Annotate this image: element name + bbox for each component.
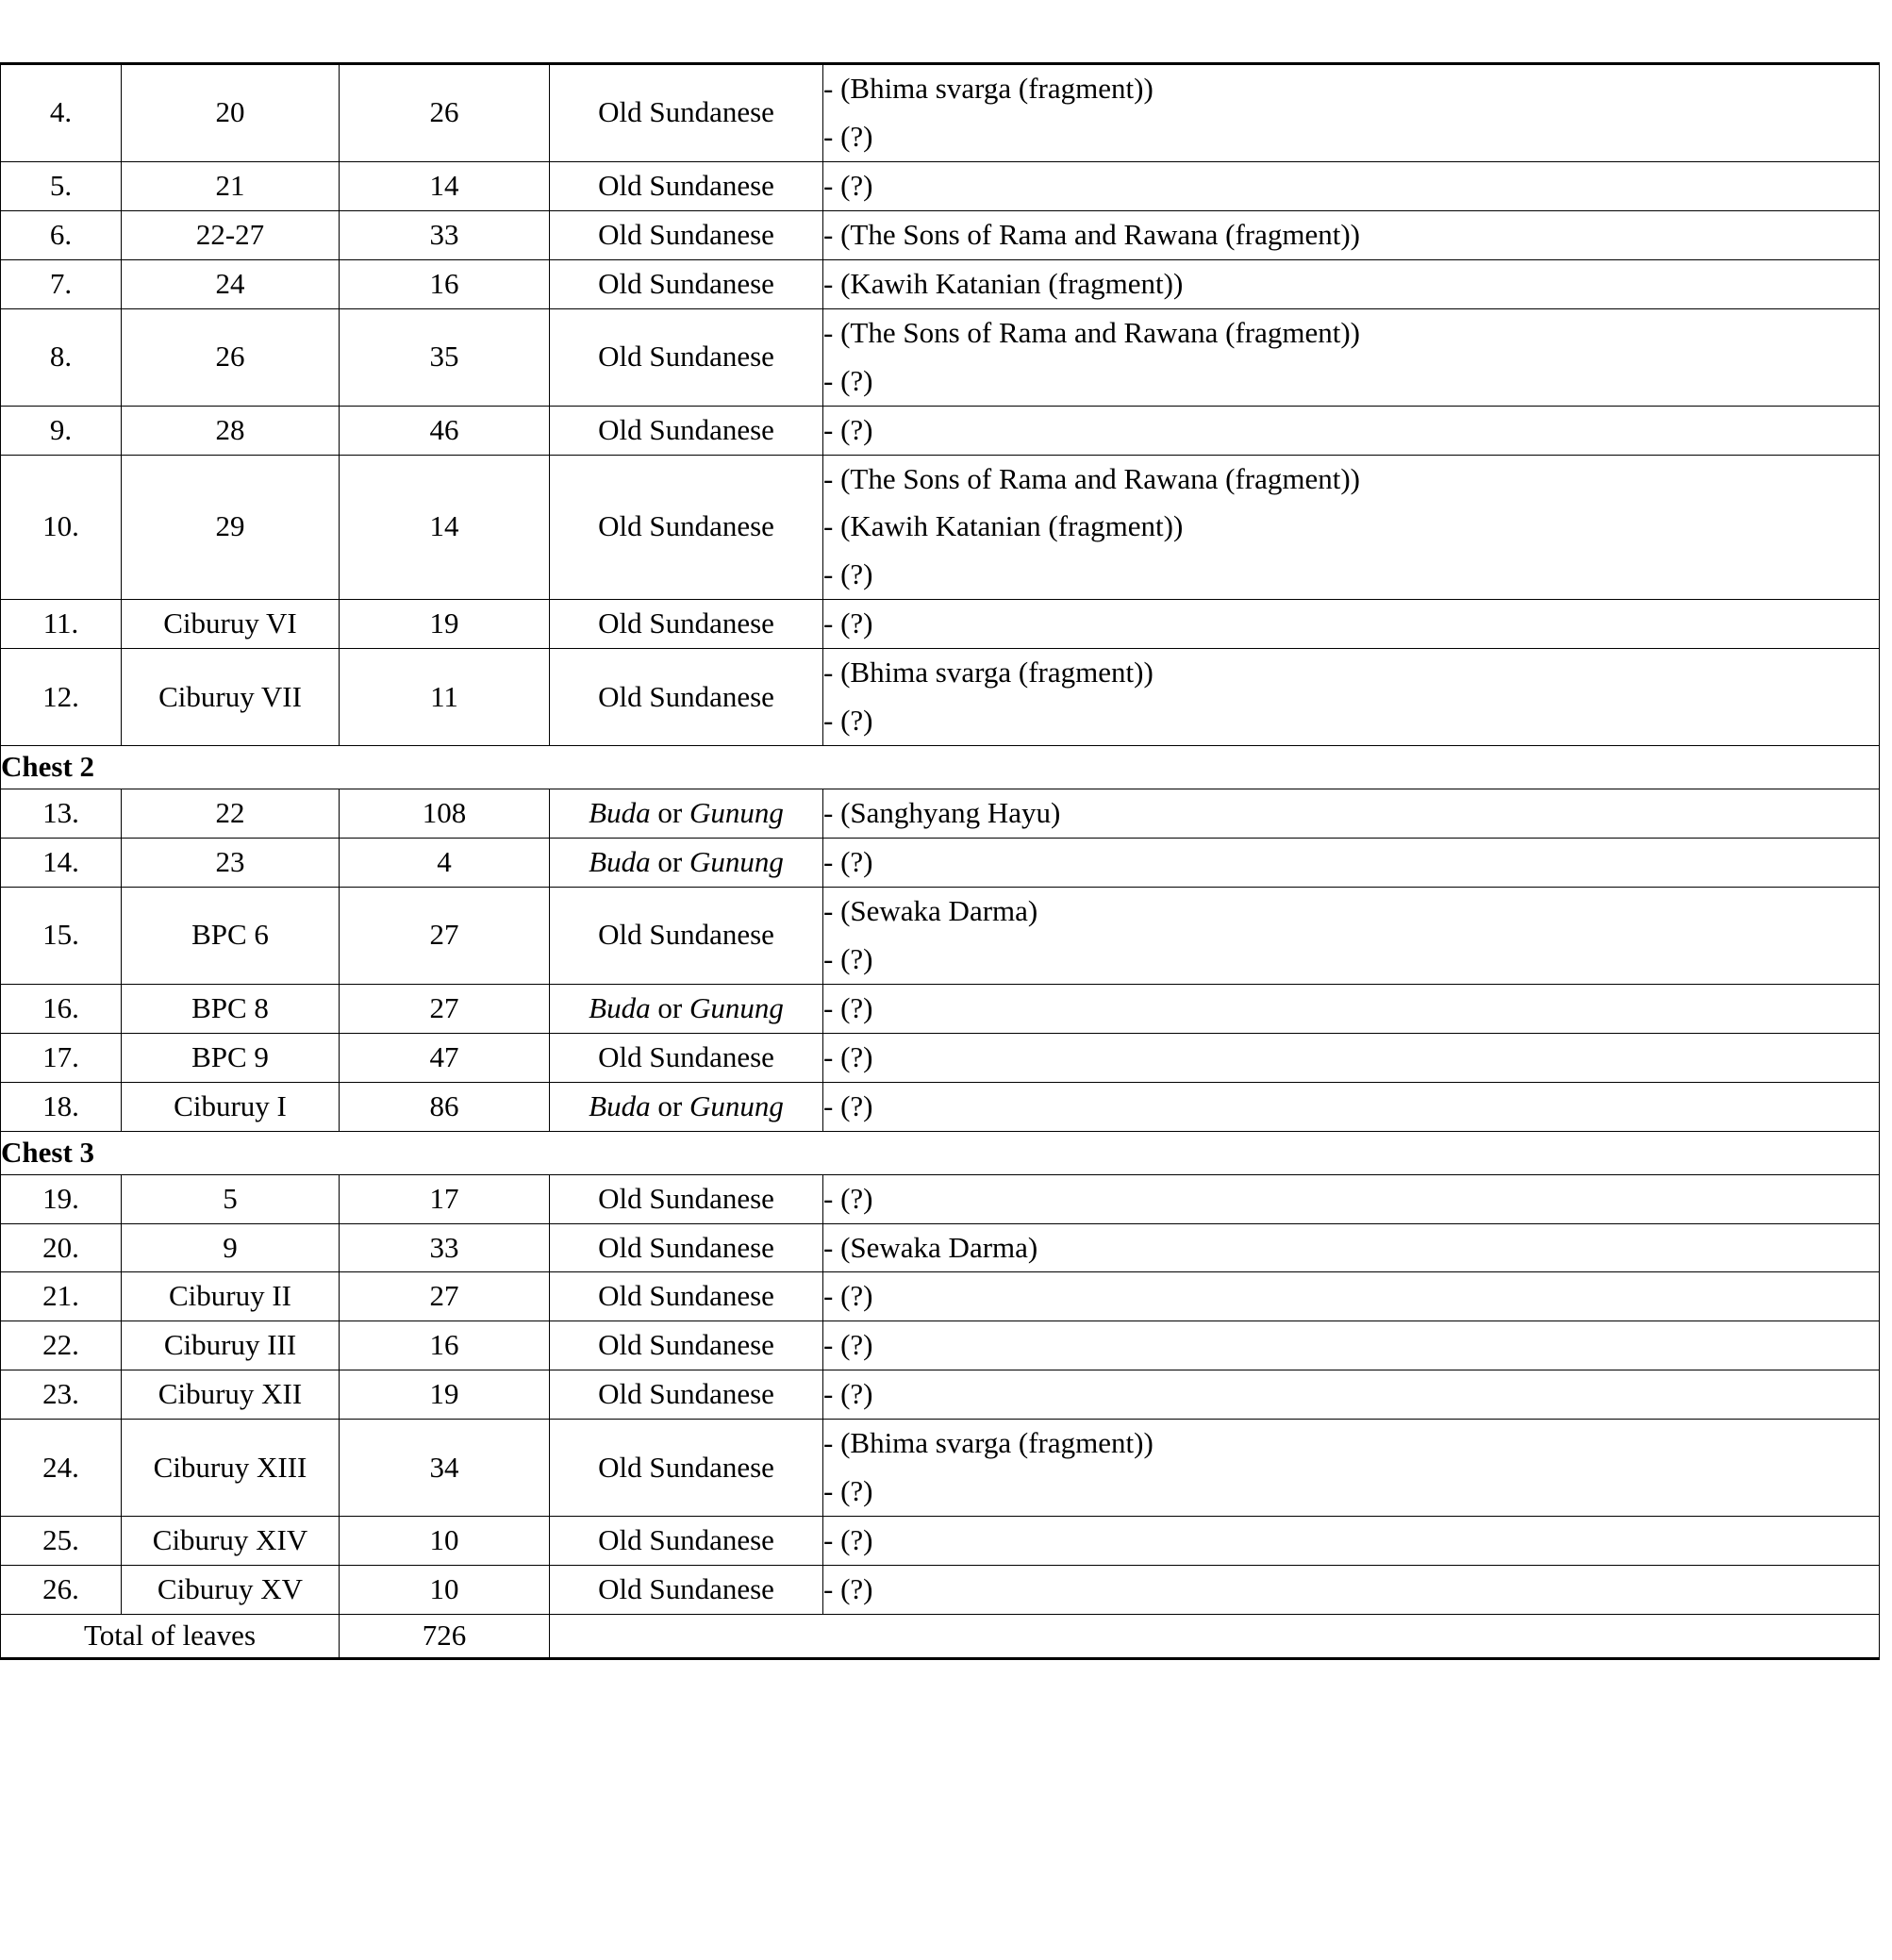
language-term: Old Sundanese — [598, 606, 774, 640]
language-term: Old Sundanese — [598, 1377, 774, 1411]
contents-cell — [823, 308, 1880, 406]
content-entry: - (?) — [823, 1088, 873, 1122]
contents-cell — [823, 1272, 1880, 1321]
contents-cell — [823, 1174, 1880, 1223]
leaf-count-cell: 35 — [340, 308, 550, 406]
row-number-cell: 20. — [1, 1223, 122, 1272]
language-term: or — [650, 1088, 689, 1122]
leaf-count-cell: 14 — [340, 455, 550, 600]
leaf-count-cell: 27 — [340, 984, 550, 1033]
language-cell — [550, 1082, 823, 1131]
language-term: Old Sundanese — [598, 217, 774, 251]
row-number-cell: 7. — [1, 259, 122, 308]
language-term-italic: Buda — [589, 1088, 651, 1122]
contents-cell — [823, 1517, 1880, 1566]
language-term: Old Sundanese — [598, 679, 774, 713]
language-term: Old Sundanese — [598, 1572, 774, 1606]
contents-cell — [823, 887, 1880, 984]
manuscript-code-cell: BPC 9 — [122, 1033, 340, 1082]
manuscript-code-cell: Ciburuy VII — [122, 649, 340, 746]
table-row — [1, 984, 1880, 1033]
table-row — [1, 1321, 1880, 1370]
row-number-cell: 16. — [1, 984, 122, 1033]
table-row — [1, 839, 1880, 888]
language-cell — [550, 161, 823, 210]
content-entry: - (Kawih Katanian (fragment)) — [823, 266, 1184, 300]
language-cell — [550, 406, 823, 455]
language-term: or — [650, 845, 689, 878]
language-cell — [550, 259, 823, 308]
language-term: Old Sundanese — [598, 340, 774, 374]
language-cell — [550, 1370, 823, 1420]
content-entry: - (?) — [823, 119, 873, 153]
row-number-cell: 6. — [1, 210, 122, 259]
row-number-cell: 21. — [1, 1272, 122, 1321]
table-row — [1, 1174, 1880, 1223]
row-number-cell: 19. — [1, 1174, 122, 1223]
row-number-cell: 10. — [1, 455, 122, 600]
leaf-count-cell: 16 — [340, 1321, 550, 1370]
row-number-cell: 4. — [1, 64, 122, 162]
leaf-count-cell: 10 — [340, 1517, 550, 1566]
language-cell — [550, 984, 823, 1033]
total-of-leaves-label: Total of leaves — [1, 1615, 340, 1659]
row-number-cell: 9. — [1, 406, 122, 455]
manuscript-code-cell: 24 — [122, 259, 340, 308]
contents-cell — [823, 64, 1880, 162]
content-entry: - (?) — [823, 1523, 873, 1557]
table-section-row — [1, 1131, 1880, 1174]
language-term: Old Sundanese — [598, 1523, 774, 1557]
contents-cell — [823, 600, 1880, 649]
content-entry: - (?) — [823, 412, 873, 446]
table-row — [1, 887, 1880, 984]
manuscript-code-cell: Ciburuy III — [122, 1321, 340, 1370]
content-entry: - (?) — [823, 168, 873, 202]
content-entry: - (?) — [823, 990, 873, 1024]
content-entry: - (?) — [823, 1377, 873, 1411]
language-cell — [550, 600, 823, 649]
contents-cell — [823, 1420, 1880, 1517]
table-row — [1, 1033, 1880, 1082]
leaf-count-cell: 16 — [340, 259, 550, 308]
language-cell — [550, 1517, 823, 1566]
leaf-count-cell: 17 — [340, 1174, 550, 1223]
content-entry: - (Bhima svarga (fragment)) — [823, 656, 1153, 689]
leaf-count-cell: 4 — [340, 839, 550, 888]
content-entry: - (Sewaka Darma) — [823, 893, 1038, 927]
content-entry: - (?) — [823, 1474, 873, 1508]
contents-cell — [823, 161, 1880, 210]
contents-cell — [823, 1321, 1880, 1370]
language-cell — [550, 649, 823, 746]
row-number-cell: 8. — [1, 308, 122, 406]
language-term: Old Sundanese — [598, 1279, 774, 1313]
content-entry: - (Bhima svarga (fragment)) — [823, 1426, 1153, 1460]
language-cell — [550, 64, 823, 162]
table-row — [1, 406, 1880, 455]
content-entry: - (Sanghyang Hayu) — [823, 796, 1061, 830]
manuscript-code-cell: 26 — [122, 308, 340, 406]
language-term: Old Sundanese — [598, 509, 774, 543]
manuscript-code-cell: 29 — [122, 455, 340, 600]
language-cell — [550, 839, 823, 888]
contents-cell — [823, 1033, 1880, 1082]
language-term: Old Sundanese — [598, 412, 774, 446]
table-body — [1, 64, 1880, 1659]
language-term: Old Sundanese — [598, 168, 774, 202]
language-term: Old Sundanese — [598, 918, 774, 952]
language-term-italic: Gunung — [689, 845, 784, 878]
section-label: Chest 3 — [1, 1131, 1880, 1174]
leaf-count-cell: 34 — [340, 1420, 550, 1517]
table-row — [1, 1082, 1880, 1131]
row-number-cell: 26. — [1, 1566, 122, 1615]
row-number-cell: 5. — [1, 161, 122, 210]
manuscript-code-cell: BPC 6 — [122, 887, 340, 984]
content-entry: - (?) — [823, 1181, 873, 1215]
manuscript-code-cell: 22 — [122, 789, 340, 839]
contents-cell — [823, 259, 1880, 308]
language-cell — [550, 210, 823, 259]
table-row — [1, 600, 1880, 649]
leaf-count-cell: 14 — [340, 161, 550, 210]
language-term-italic: Gunung — [689, 990, 784, 1024]
table-row — [1, 161, 1880, 210]
table-total-row — [1, 1615, 1880, 1659]
language-cell — [550, 308, 823, 406]
language-term: Old Sundanese — [598, 266, 774, 300]
manuscript-code-cell: 21 — [122, 161, 340, 210]
contents-cell — [823, 455, 1880, 600]
contents-cell — [823, 1370, 1880, 1420]
language-cell — [550, 1566, 823, 1615]
leaf-count-cell: 27 — [340, 887, 550, 984]
row-number-cell: 24. — [1, 1420, 122, 1517]
manuscript-code-cell: Ciburuy VI — [122, 600, 340, 649]
language-cell — [550, 1033, 823, 1082]
table-row — [1, 1223, 1880, 1272]
table-row — [1, 64, 1880, 162]
language-term-italic: Buda — [589, 990, 651, 1024]
total-of-leaves-value: 726 — [340, 1615, 550, 1659]
manuscript-code-cell: 23 — [122, 839, 340, 888]
language-term: Old Sundanese — [598, 1230, 774, 1264]
language-term: Old Sundanese — [598, 1328, 774, 1362]
manuscript-inventory-table — [0, 62, 1880, 1660]
row-number-cell: 25. — [1, 1517, 122, 1566]
language-term-italic: Buda — [589, 796, 651, 830]
language-cell — [550, 1272, 823, 1321]
language-term-italic: Gunung — [689, 1088, 784, 1122]
manuscript-code-cell: BPC 8 — [122, 984, 340, 1033]
contents-cell — [823, 839, 1880, 888]
content-entry: - (Kawih Katanian (fragment)) — [823, 509, 1184, 543]
content-entry: - (?) — [823, 1328, 873, 1362]
language-cell — [550, 1174, 823, 1223]
manuscript-code-cell: 28 — [122, 406, 340, 455]
table-section-row — [1, 746, 1880, 789]
manuscript-code-cell: 22-27 — [122, 210, 340, 259]
language-term: Old Sundanese — [598, 1450, 774, 1484]
manuscript-code-cell: Ciburuy XV — [122, 1566, 340, 1615]
content-entry: - (The Sons of Rama and Rawana (fragment)) — [823, 315, 1360, 349]
table-row — [1, 1566, 1880, 1615]
table-row — [1, 1517, 1880, 1566]
leaf-count-cell: 47 — [340, 1033, 550, 1082]
language-term-italic: Buda — [589, 845, 651, 878]
content-entry: - (The Sons of Rama and Rawana (fragment)) — [823, 217, 1360, 251]
row-number-cell: 14. — [1, 839, 122, 888]
table-row — [1, 649, 1880, 746]
row-number-cell: 18. — [1, 1082, 122, 1131]
contents-cell — [823, 1566, 1880, 1615]
table-row — [1, 455, 1880, 600]
table-row — [1, 1370, 1880, 1420]
manuscript-code-cell: Ciburuy XIII — [122, 1420, 340, 1517]
leaf-count-cell: 26 — [340, 64, 550, 162]
section-label: Chest 2 — [1, 746, 1880, 789]
row-number-cell: 23. — [1, 1370, 122, 1420]
manuscript-code-cell: Ciburuy XIV — [122, 1517, 340, 1566]
content-entry: - (Sewaka Darma) — [823, 1230, 1038, 1264]
contents-cell — [823, 789, 1880, 839]
leaf-count-cell: 33 — [340, 1223, 550, 1272]
contents-cell — [823, 1082, 1880, 1131]
table-row — [1, 1420, 1880, 1517]
row-number-cell: 22. — [1, 1321, 122, 1370]
content-entry: - (?) — [823, 1279, 873, 1313]
table-row — [1, 210, 1880, 259]
manuscript-code-cell: 9 — [122, 1223, 340, 1272]
total-row-blank-cell — [550, 1615, 1880, 1659]
content-entry: - (?) — [823, 1572, 873, 1606]
table-row — [1, 789, 1880, 839]
leaf-count-cell: 108 — [340, 789, 550, 839]
row-number-cell: 17. — [1, 1033, 122, 1082]
content-entry: - (?) — [823, 557, 873, 591]
manuscript-code-cell: Ciburuy XII — [122, 1370, 340, 1420]
row-number-cell: 15. — [1, 887, 122, 984]
contents-cell — [823, 649, 1880, 746]
content-entry: - (?) — [823, 845, 873, 878]
content-entry: - (?) — [823, 704, 873, 738]
table-row — [1, 1272, 1880, 1321]
language-term: Old Sundanese — [598, 95, 774, 129]
language-term: or — [650, 796, 689, 830]
content-entry: - (?) — [823, 941, 873, 975]
row-number-cell: 12. — [1, 649, 122, 746]
contents-cell — [823, 210, 1880, 259]
language-cell — [550, 1223, 823, 1272]
language-cell — [550, 455, 823, 600]
contents-cell — [823, 406, 1880, 455]
manuscript-inventory-table-wrap — [0, 62, 1879, 1660]
leaf-count-cell: 27 — [340, 1272, 550, 1321]
manuscript-code-cell: 20 — [122, 64, 340, 162]
contents-cell — [823, 984, 1880, 1033]
leaf-count-cell: 19 — [340, 1370, 550, 1420]
content-entry: - (The Sons of Rama and Rawana (fragment)) — [823, 461, 1360, 495]
table-row — [1, 308, 1880, 406]
language-term: Old Sundanese — [598, 1039, 774, 1073]
leaf-count-cell: 19 — [340, 600, 550, 649]
language-cell — [550, 1420, 823, 1517]
leaf-count-cell: 86 — [340, 1082, 550, 1131]
row-number-cell: 11. — [1, 600, 122, 649]
content-entry: - (Bhima svarga (fragment)) — [823, 72, 1153, 105]
manuscript-code-cell: Ciburuy I — [122, 1082, 340, 1131]
contents-cell — [823, 1223, 1880, 1272]
language-term-italic: Gunung — [689, 796, 784, 830]
language-term: or — [650, 990, 689, 1024]
leaf-count-cell: 33 — [340, 210, 550, 259]
leaf-count-cell: 11 — [340, 649, 550, 746]
row-number-cell: 13. — [1, 789, 122, 839]
leaf-count-cell: 10 — [340, 1566, 550, 1615]
manuscript-code-cell: Ciburuy II — [122, 1272, 340, 1321]
content-entry: - (?) — [823, 606, 873, 640]
language-cell — [550, 887, 823, 984]
content-entry: - (?) — [823, 1039, 873, 1073]
language-cell — [550, 789, 823, 839]
leaf-count-cell: 46 — [340, 406, 550, 455]
manuscript-code-cell: 5 — [122, 1174, 340, 1223]
table-row — [1, 259, 1880, 308]
language-cell — [550, 1321, 823, 1370]
content-entry: - (?) — [823, 363, 873, 397]
language-term: Old Sundanese — [598, 1181, 774, 1215]
